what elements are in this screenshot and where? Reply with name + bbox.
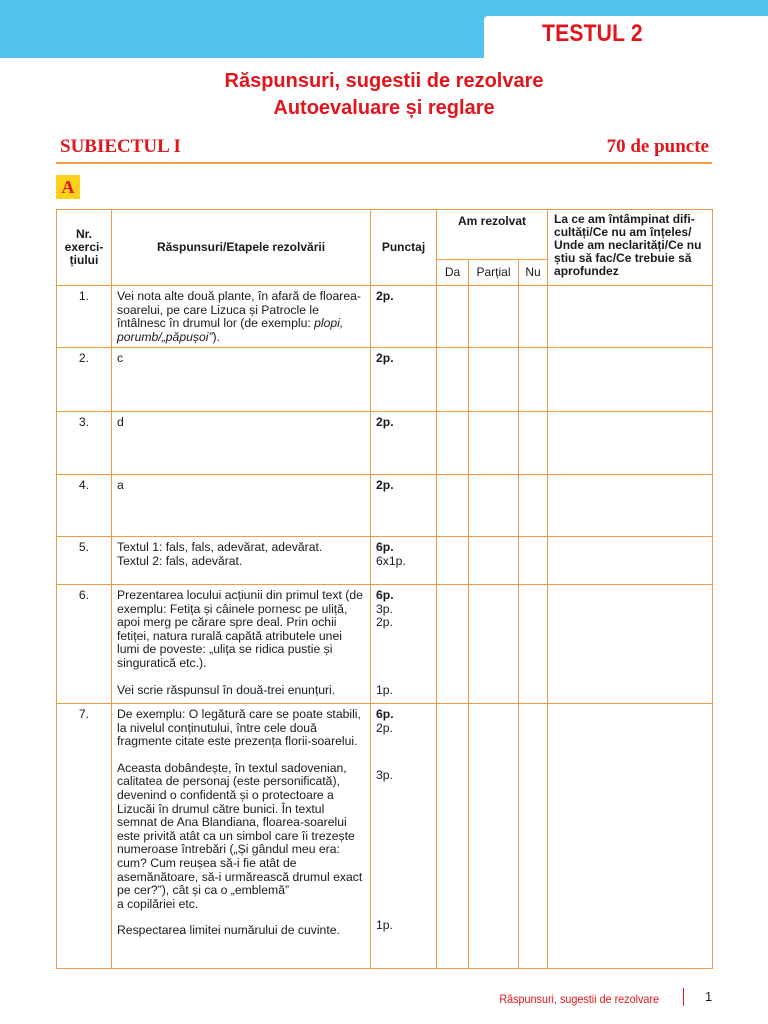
feedback-cell[interactable]	[548, 704, 713, 969]
check-nu[interactable]	[519, 585, 548, 704]
check-nu[interactable]	[519, 286, 548, 348]
points-total: 6p.	[376, 588, 394, 602]
row-points: 2p.	[371, 348, 437, 412]
check-da[interactable]	[437, 348, 469, 412]
table-row	[57, 475, 713, 537]
feedback-cell[interactable]	[548, 585, 713, 704]
row-answer: a	[112, 475, 371, 537]
answer-paragraph: De exemplu: O legătură care se poate stabili, la nivelul conținutului, între cele două fragmente citate este prezența florii-soarelui.	[117, 707, 361, 749]
answer-line: Textul 1: fals, fals, adevărat, adevărat.	[117, 540, 323, 554]
table-row	[57, 286, 713, 348]
table-row	[57, 537, 713, 585]
check-partial[interactable]	[469, 537, 519, 585]
points-total: 6p.	[376, 707, 394, 721]
subject-points: 70 de puncte	[606, 136, 709, 157]
page-subtitle: Autoevaluare și reglare	[273, 97, 495, 119]
row-points	[371, 537, 437, 585]
test-label: TESTUL 2	[542, 20, 643, 47]
feedback-cell[interactable]	[548, 475, 713, 537]
check-da[interactable]	[437, 704, 469, 969]
check-partial[interactable]	[469, 585, 519, 704]
row-number: 7.	[57, 704, 112, 969]
section-divider	[56, 162, 712, 164]
row-number: 4.	[57, 475, 112, 537]
check-nu[interactable]	[519, 704, 548, 969]
row-answer: d	[112, 412, 371, 475]
table-row	[57, 348, 713, 412]
check-nu[interactable]	[519, 348, 548, 412]
table-header-row	[57, 210, 713, 260]
check-partial[interactable]	[469, 704, 519, 969]
check-da[interactable]	[437, 537, 469, 585]
check-partial[interactable]	[469, 412, 519, 475]
row-answer	[112, 537, 371, 585]
check-nu[interactable]	[519, 412, 548, 475]
points-detail: 3p.	[376, 601, 393, 616]
page-number: 1	[705, 989, 713, 1004]
answer-paragraph: Aceasta dobândește, în textul sadovenian, calitatea de personaj (este personificată), devenind o confidentă și o protectoare a Lizucăi în drumul către bunici. În textul semnat de Ana Blandiana, floarea-soarelui este privită atât ca un simbol care îi trezește numeroase întrebări („Și gândul meu era: cum? Cum reușea să-i fie atât de asemănătoare, să-i urmărească drumul exact pe cer?”), cât și ca o „emblemă”	[117, 760, 363, 898]
check-nu[interactable]	[519, 475, 548, 537]
points-detail: 2p.	[376, 720, 393, 735]
row-points: 2p.	[371, 475, 437, 537]
footer-divider	[683, 988, 684, 1006]
section-badge: A	[56, 175, 80, 199]
answer-line: Textul 2: fals, adevărat.	[117, 553, 243, 568]
feedback-cell[interactable]	[548, 348, 713, 412]
check-da[interactable]	[437, 585, 469, 704]
row-points	[371, 585, 437, 704]
row-answer	[112, 704, 371, 969]
header-da: Da	[437, 260, 469, 286]
points-total: 6p.	[376, 540, 394, 554]
footer-title: Răspunsuri, sugestii de rezolvare	[499, 992, 659, 1006]
check-da[interactable]	[437, 475, 469, 537]
table-row	[57, 704, 713, 969]
answer-paragraph: Prezentarea locului acțiunii din primul text (de exemplu: Fetița și câinele pornesc pe uliță, apoi merg pe cărare spre deal. Prin ochii fetiței, natura rurală capătă atributele unei lumi de poveste: „ulița se ridica pustie și singuratică etc.).	[117, 588, 363, 670]
table-row	[57, 412, 713, 475]
table-row	[57, 585, 713, 704]
check-nu[interactable]	[519, 537, 548, 585]
row-points	[371, 704, 437, 969]
feedback-cell[interactable]	[548, 286, 713, 348]
check-partial[interactable]	[469, 475, 519, 537]
header-answers: Răspunsuri/Etapele rezolvării	[112, 210, 371, 286]
row-answer: c	[112, 348, 371, 412]
feedback-cell[interactable]	[548, 537, 713, 585]
check-da[interactable]	[437, 286, 469, 348]
row-number: 3.	[57, 412, 112, 475]
subject-title: SUBIECTUL I	[60, 136, 181, 157]
answer-paragraph: Vei scrie răspunsul în două-trei enunțuri.	[117, 682, 336, 697]
points-detail: 1p.	[376, 917, 393, 932]
header-am-rezolvat: Am rezolvat	[437, 210, 548, 260]
row-number: 2.	[57, 348, 112, 412]
points-detail: 1p.	[376, 682, 393, 697]
row-points: 2p.	[371, 286, 437, 348]
answer-paragraph: a copilăriei etc.	[117, 896, 199, 911]
header-partial: Parțial	[469, 260, 519, 286]
row-points: 2p.	[371, 412, 437, 475]
row-answer: Vei nota alte două plante, în afară de floarea-soarelui, pe care Lizuca și Patrocle le întâlnesc în drumul lor (de exemplu: plopi, porumb/„păpușoi”).	[112, 286, 371, 348]
check-da[interactable]	[437, 412, 469, 475]
answers-table	[56, 209, 713, 969]
row-answer	[112, 585, 371, 704]
header-points: Punctaj	[371, 210, 437, 286]
header-nr: Nr. exerci-țiului	[57, 210, 112, 286]
points-detail: 2p.	[376, 615, 393, 630]
check-partial[interactable]	[469, 348, 519, 412]
header-feedback: La ce am întâmpinat difi-cultăți/Ce nu am înțeles/ Unde am neclarități/Ce nu știu să fac/Ce trebuie să aprofundez	[548, 210, 713, 286]
row-number: 1.	[57, 286, 112, 348]
row-number: 6.	[57, 585, 112, 704]
header-nu: Nu	[519, 260, 548, 286]
check-partial[interactable]	[469, 286, 519, 348]
page-title: Răspunsuri, sugestii de rezolvare	[224, 70, 544, 92]
feedback-cell[interactable]	[548, 412, 713, 475]
row-number: 5.	[57, 537, 112, 585]
answer-paragraph: Respectarea limitei numărului de cuvinte.	[117, 923, 340, 938]
points-detail: 3p.	[376, 768, 393, 783]
points-detail: 6x1p.	[376, 553, 406, 568]
